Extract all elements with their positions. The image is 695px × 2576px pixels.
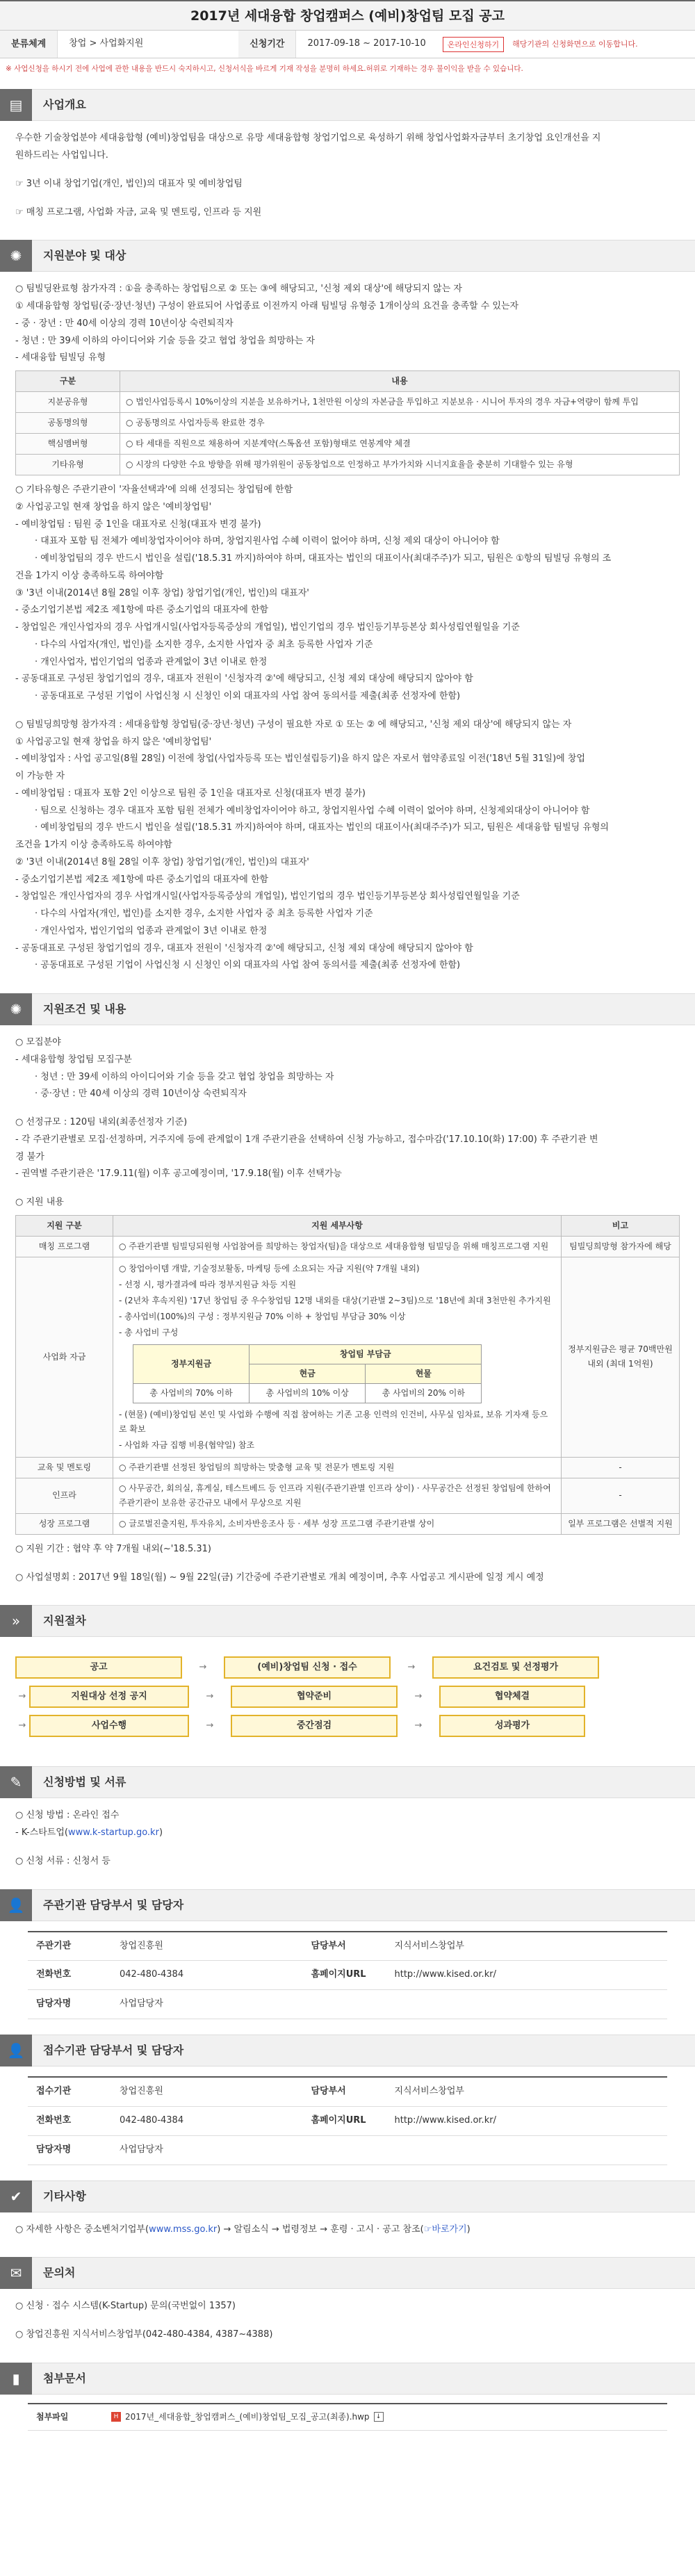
- arrow-icon: →: [414, 1691, 423, 1702]
- row-note: -: [562, 1478, 680, 1513]
- section-title: 사업개요: [43, 98, 86, 112]
- gear-icon: ✺: [0, 993, 32, 1025]
- row-value: ○ 타 세대를 직원으로 채용하여 지분계약(스톡옵션 포함)형태로 연봉계약 체결: [120, 434, 680, 455]
- eligibility-line: · 개인사업자, 법인기업의 업종과 관계없이 3년 이내로 한정: [35, 656, 268, 667]
- kstartup-suffix: ): [158, 1827, 163, 1839]
- contact-value: [386, 1990, 668, 2019]
- person-icon: 👤: [0, 1889, 32, 1921]
- period-label: 신청기간: [238, 31, 296, 58]
- contact-value: 창업진흥원: [111, 2077, 303, 2106]
- overview-body: [0, 121, 695, 230]
- section-title: 지원분야 및 대상: [43, 249, 126, 263]
- row-note: 팀빌딩희망형 참가자에 해당: [562, 1236, 680, 1257]
- overview-line: ☞ 매칭 프로그램, 사업화 자금, 교육 및 멘토링, 인프라 등 지원: [15, 206, 262, 218]
- eligibility-line: ③ '3년 이내(2014년 8월 28일 이후 창업) 창업기업(개인, 법인)의 대표자': [15, 587, 309, 598]
- contact-row: [28, 2106, 667, 2135]
- step-box: 요건검토 및 선정평가: [432, 1656, 599, 1679]
- fund-line: - (현물) (예비)창업팀 본인 및 사업화 수행에 직접 참여하는 기존 고용 인력의 인건비, 사무실 임차료, 보유 기자재 등으로 확보: [119, 1409, 548, 1434]
- download-icon[interactable]: ↓: [374, 2412, 384, 2422]
- inner-header: 현물: [366, 1364, 482, 1383]
- contact-key: 홈페이지URL: [303, 2106, 386, 2135]
- section-receiver-header: [0, 2035, 695, 2066]
- inner-cell: 총 사업비의 70% 이하: [133, 1383, 250, 1403]
- section-title: 기타사항: [43, 2189, 86, 2203]
- step-box: 중간점검: [231, 1715, 398, 1737]
- section-title: 지원절차: [43, 1614, 86, 1628]
- eligibility-line: ① 세대융합형 창업팀(중·장년·청년) 구성이 완료되어 사업종료 이전까지 아래 팀빌딩 유형중 1개이상의 요건을 충족할 수 있는자: [15, 301, 519, 312]
- step-box: 지원대상 선정 공지: [29, 1686, 189, 1708]
- table-row: [16, 1478, 680, 1513]
- section-organizer-header: [0, 1889, 695, 1921]
- overview-line: [15, 194, 680, 204]
- gear-icon: ✺: [0, 240, 32, 272]
- apply-docs: ○ 신청 서류 : 신청서 등: [15, 1855, 111, 1866]
- apply-method: ○ 신청 방법 : 온라인 접수: [15, 1810, 120, 1821]
- section-title: 첨부문서: [43, 2371, 86, 2385]
- table-header: 내용: [120, 371, 680, 392]
- table-row: [16, 434, 680, 455]
- attachment-icon: ▮: [0, 2363, 32, 2395]
- table-row: [16, 413, 680, 434]
- row-value: ○ 주관기관별 선정된 창업팀의 희망하는 맞춤형 교육 및 전문가 멘토링 지원: [113, 1457, 562, 1478]
- kstartup-link[interactable]: www.k-startup.go.kr: [67, 1827, 159, 1839]
- fund-line: ○ 창업아이템 개발, 기술정보활동, 마케팅 등에 소요되는 자금 지원(약 7개월 내외): [119, 1263, 420, 1273]
- conditions-line: [15, 1559, 680, 1569]
- person-icon: 👤: [0, 2035, 32, 2066]
- section-inquiry-header: [0, 2257, 695, 2289]
- row-value: ○ 시장의 다양한 수요 방향을 위해 평가위원이 공동창업으로 인정하고 부가가치와 시너지효율을 충분히 기대할수 있는 유형: [120, 455, 680, 475]
- pencil-icon: ✎: [0, 1766, 32, 1798]
- overview-line: 원하드리는 사업입니다.: [15, 150, 108, 161]
- row-key: 인프라: [16, 1478, 113, 1513]
- contact-row: [28, 1961, 667, 1990]
- eligibility-body: [0, 272, 695, 984]
- eligibility-line: - 중소기업기본법 제2조 제1항에 따른 중소기업의 대표자에 한함: [15, 874, 269, 885]
- contact-key: 홈페이지URL: [303, 1961, 386, 1990]
- contact-key: [303, 1990, 386, 2019]
- team-type-table: [15, 370, 680, 475]
- inner-header: 창업팀 부담금: [250, 1344, 482, 1364]
- conditions-line: · 청년 : 만 39세 이하의 아이디어와 기술 등을 갖고 협업 창업을 희망하는 자: [35, 1071, 334, 1082]
- arrow-icon: →: [18, 1720, 26, 1731]
- fund-line: - 사업화 자금 집행 비용(협약일) 참조: [119, 1440, 255, 1450]
- check-icon: ✔: [0, 2180, 32, 2212]
- step-box: 사업수행: [29, 1715, 189, 1737]
- eligibility-line: 건을 1가지 이상 충족하도록 하여야함: [15, 570, 164, 581]
- eligibility-line: 조건을 1가지 이상 충족하도록 하여야함: [15, 840, 172, 851]
- contact-row: [28, 2135, 667, 2165]
- support-table: [15, 1215, 680, 1535]
- arrow-icon: →: [407, 1662, 416, 1672]
- table-row: [16, 1457, 680, 1478]
- row-note: 일부 프로그램은 선별적 지원: [562, 1513, 680, 1534]
- conditions-line: - 권역별 주관기관은 '17.9.11(월) 이후 공고예정이며, '17.9.18(월) 이후 선택가능: [15, 1168, 342, 1180]
- conditions-line: - 세대융합형 창업팀 모집구분: [15, 1054, 132, 1065]
- etc-middle: ) → 알림소식 → 법령정보 → 훈령 · 고시 · 공고 참조(: [217, 2224, 424, 2235]
- eligibility-line: - 청년 : 만 39세 이하의 아이디어와 기술 등을 갖고 협업 창업을 희망하는 자: [15, 335, 315, 346]
- overview-line: [15, 165, 680, 175]
- eligibility-line: · 예비창업팀의 경우 반드시 법인을 설립('18.5.31 까지)하여야 하며, 대표자는 법인의 대표이사(최대주주)가 되고, 팀원은 세대융합 팀빌딩 유형의: [35, 822, 609, 833]
- contact-row: [28, 1990, 667, 2019]
- row-value: ○ 주관기관별 팀빌딩되원형 사업참여를 희망하는 창업자(팀)을 대상으로 세대융합형 팀빌딩을 위해 매칭프로그램 지원: [113, 1236, 562, 1257]
- inquiry-line: ○ 신청 · 접수 시스템(K-Startup) 문의(국번없이 1357): [15, 2301, 236, 2312]
- organizer-table: [28, 1931, 667, 2020]
- eligibility-line: - 중소기업기본법 제2조 제1항에 따른 중소기업의 대표자에 한함: [15, 605, 269, 616]
- etc-end: ): [466, 2224, 471, 2235]
- attachment-label: 첨부파일: [36, 2411, 69, 2422]
- info-row: [0, 31, 695, 58]
- etc-body: [0, 2212, 695, 2248]
- eligibility-line: ② '3년 이내(2014년 8월 28일 이후 창업) 창업기업(개인, 법인)의 대표자': [15, 856, 309, 867]
- row-value: ○ 사무공간, 회의실, 휴게실, 테스트베드 등 인프라 지원(주관기관별 인프라 상이) · 사무공간은 선정된 창업팀에 한하여 주관기관이 보유한 공간규모 내에서 무상으로 지원: [113, 1478, 562, 1513]
- eligibility-line: - 세대융합 팀빌딩 유형: [15, 352, 106, 364]
- eligibility-line: - 창업일은 개인사업자의 경우 사업개시일(사업자등록증상의 개업일), 법인기업의 경우 법인등기부등본상 회사성립연월일을 기준: [15, 891, 520, 902]
- section-title: 신청방법 및 서류: [43, 1775, 126, 1789]
- conditions-line: 경 불가: [15, 1151, 44, 1162]
- fund-line: - (2년차 후속지원) '17년 창업팀 중 우수창업팀 12명 내외를 대상(기관별 2~3팀)으로 '18년에 최대 3천만원 추가지원: [119, 1295, 551, 1305]
- eligibility-line: ○ 팀빌딩희망형 참가자격 : 세대융합형 창업팀(중·장년·청년) 구성이 필요한 자로 ① 또는 ② 에 해당되고, '신청 제외 대상'에 해당되지 않는 자: [15, 719, 572, 730]
- contact-value: http://www.kised.or.kr/: [386, 1961, 668, 1990]
- eligibility-line: ○ 팀빌딩완료형 참가자격 : ①을 충족하는 창업팀으로 ② 또는 ③에 해당되고, '신청 제외 대상'에 해당되지 않는 자: [15, 284, 462, 295]
- contact-row: [28, 1932, 667, 1961]
- contact-key: 전화번호: [28, 1961, 111, 1990]
- section-apply-header: [0, 1766, 695, 1798]
- eligibility-line: ② 사업공고일 현재 창업을 하지 않은 '예비창업팀': [15, 501, 212, 512]
- budget-table: [133, 1344, 482, 1403]
- overview-line: 우수한 기술창업분야 세대융합형 (예비)창업팀을 대상으로 유망 세대융합형 창업기업으로 육성하기 위해 창업사업화자금부터 초기창업 요인개선을 지: [15, 133, 601, 144]
- section-eligibility-header: [0, 240, 695, 272]
- contact-value: 042-480-4384: [111, 1961, 303, 1990]
- inquiry-line: ○ 창업진흥원 지식서비스창업부(042-480-4384, 4387~4388): [15, 2329, 273, 2340]
- row-key: 지분공유형: [16, 392, 120, 413]
- row-value: ○ 공동명의로 사업자등록 완료한 경우: [120, 413, 680, 434]
- inner-cell: 총 사업비의 10% 이상: [250, 1383, 366, 1403]
- warning-notice: ※ 사업신청을 하시기 전에 사업에 관한 내용을 반드시 숙지하시고, 신청서식을 바르게 기재 작성을 분명히 하세요.허위로 기재하는 경우 불이익을 받을 수 있습니다.: [6, 65, 523, 73]
- contact-value: 사업담당자: [111, 1990, 303, 2019]
- contact-key: 주관기관: [28, 1932, 111, 1961]
- contact-value: http://www.kised.or.kr/: [386, 2106, 668, 2135]
- row-key: 핵심멤버형: [16, 434, 120, 455]
- section-conditions-header: [0, 993, 695, 1025]
- eligibility-line: · 대표자 포함 팀 전체가 예비창업자이어야 하며, 창업지원사업 수혜 이력이 없어야 하며, 신청 제외 대상이 아니어야 함: [35, 536, 500, 547]
- inner-header: 정부지원금: [133, 1344, 250, 1383]
- row-key: 교육 및 멘토링: [16, 1457, 113, 1478]
- contact-value: 지식서비스창업부: [386, 1932, 668, 1961]
- double-arrow-icon: »: [0, 1605, 32, 1637]
- row-key: 기타유형: [16, 455, 120, 475]
- mss-link[interactable]: www.mss.go.kr: [149, 2224, 218, 2235]
- contact-value: 사업담당자: [111, 2135, 303, 2165]
- contact-key: 담당자명: [28, 2135, 111, 2165]
- fund-line: - 총사업비(100%)의 구성 : 정부지원금 70% 이하 + 창업팀 부담금 30% 이상: [119, 1311, 406, 1321]
- contact-row: [28, 2077, 667, 2106]
- eligibility-line: - 예비창업자 : 사업 공고일(8월 28일) 이전에 창업(사업자등록 또는 법인설립등기)을 하지 않은 자로서 협약종료일 이전('18년 5월 31일)에 창업: [15, 753, 585, 765]
- step-box: (예비)창업팀 신청 · 접수: [224, 1656, 391, 1679]
- eligibility-line: 이 가능한 자: [15, 771, 65, 782]
- conditions-line: [15, 1104, 680, 1114]
- row-value: ○ 글로벌진출지원, 투자유치, 소비자반응조사 등 · 세부 성장 프로그램 주관기관별 상이: [113, 1513, 562, 1534]
- contact-value: 지식서비스창업부: [386, 2077, 668, 2106]
- page-title: 2017년 세대융합 창업캠퍼스 (예비)창업팀 모집 공고: [0, 0, 695, 31]
- section-overview-header: [0, 89, 695, 121]
- section-procedure-header: [0, 1605, 695, 1637]
- eligibility-line: ① 사업공고일 현재 창업을 하지 않은 '예비창업팀': [15, 736, 212, 747]
- row-key: 사업화 자금: [16, 1257, 113, 1457]
- contact-key: 담당부서: [303, 1932, 386, 1961]
- table-header: 지원 세부사항: [113, 1215, 562, 1236]
- category-label: 분류체계: [0, 31, 58, 58]
- eligibility-line: · 팀으로 신청하는 경우 대표자 포함 팀원 전체가 예비창업자이어야 하고, 창업지원사업 수혜 이력이 없어야 하며, 신청제외대상이 아니어야 함: [35, 805, 590, 816]
- eligibility-line: · 예비창업팀의 경우 반드시 법인을 설립('18.5.31 까지)하여야 하며, 대표자는 법인의 대표이사(최대주주)가 되고, 팀원은 ①항의 팀빌딩 유형의 조: [35, 553, 612, 564]
- contact-key: 담당자명: [28, 1990, 111, 2019]
- contact-key: 접수기관: [28, 2077, 111, 2106]
- step-box: 공고: [15, 1656, 182, 1679]
- arrow-icon: →: [206, 1691, 214, 1702]
- attachment-row: [28, 2403, 667, 2431]
- conditions-line: ○ 지원 기간 : 협약 후 약 7개월 내외(~'18.5.31): [15, 1543, 211, 1554]
- conditions-line: - 각 주관기관별로 모집·선정하며, 거주지에 등에 관계없이 1개 주관기관을 선택하여 신청 가능하고, 접수마감('17.10.10(화) 17:00) 후 주관기관 변: [15, 1134, 598, 1145]
- apply-body: [0, 1798, 695, 1879]
- inner-header: 현금: [250, 1364, 366, 1383]
- conditions-line: ○ 지원 내용: [15, 1197, 64, 1208]
- section-attachment-header: [0, 2363, 695, 2395]
- contact-key: [303, 2135, 386, 2165]
- eligibility-line: ○ 기타유형은 주관기관이 '자율선택과'에 의해 선정되는 창업팀에 한함: [15, 484, 293, 496]
- table-header: 비고: [562, 1215, 680, 1236]
- table-row: [16, 1257, 680, 1457]
- fund-line: - 총 사업비 구성: [119, 1327, 179, 1337]
- hwp-file-icon: H: [111, 2412, 121, 2422]
- section-title: 지원조건 및 내용: [43, 1002, 126, 1016]
- conditions-line: ○ 모집분야: [15, 1037, 61, 1048]
- arrow-icon: →: [206, 1720, 214, 1731]
- section-etc-header: [0, 2180, 695, 2212]
- arrow-icon: →: [199, 1662, 207, 1672]
- category-value: 창업 > 사업화지원: [69, 38, 144, 49]
- conditions-line: ○ 사업설명회 : 2017년 9월 18일(월) ~ 9월 22일(금) 기간중에 주관기관별로 개최 예정이며, 추후 사업공고 게시판에 일정 게시 예정: [15, 1572, 544, 1583]
- eligibility-line: · 공동대표로 구성된 기업이 사업신청 시 신청인 이외 대표자의 사업 참여 동의서를 제출(최종 선정자에 한함): [35, 960, 461, 971]
- kstartup-prefix: - K-스타트업(: [15, 1827, 68, 1839]
- eligibility-line: · 다수의 사업자(개인, 법인)를 소지한 경우, 소지한 사업자 중 최초 등록한 사업자 기준: [35, 908, 373, 920]
- etc-prefix: ○ 자세한 사항은 중소벤처기업부(: [15, 2224, 149, 2235]
- eligibility-line: - 중 · 장년 : 만 40세 이상의 경력 10년이상 숙련퇴직자: [15, 318, 234, 329]
- document-icon: ▤: [0, 89, 32, 121]
- period-value: 2017-09-18 ~ 2017-10-10: [307, 38, 426, 49]
- section-title: 문의처: [43, 2266, 76, 2280]
- table-row: [16, 392, 680, 413]
- table-row: [16, 1513, 680, 1534]
- eligibility-line: - 공동대표로 구성된 창업기업의 경우, 대표자 전원이 '신청자격 ②'에 해당되고, 신청 제외 대상에 해당되지 않아야 함: [15, 943, 473, 954]
- section-title: 주관기관 담당부서 및 담당자: [43, 1898, 184, 1911]
- eligibility-line: · 개인사업자, 법인기업의 업종과 관계없이 3년 이내로 한정: [35, 925, 268, 936]
- apply-note: 해당기관의 신청화면으로 이동합니다.: [512, 39, 638, 49]
- overview-line: ☞ 3년 이내 창업기업(개인, 법인)의 대표자 및 예비창업팀: [15, 178, 243, 189]
- attachment-file-link[interactable]: 2017년_세대융합_창업캠퍼스_(예비)창업팀_모집_공고(최종).hwp: [125, 2411, 370, 2422]
- conditions-line: [15, 1184, 680, 1193]
- step-box: 협약체결: [439, 1686, 585, 1708]
- step-box: 성과평가: [439, 1715, 585, 1737]
- arrow-icon: →: [414, 1720, 423, 1731]
- mail-icon: ✉: [0, 2257, 32, 2289]
- inquiry-line: [15, 2316, 680, 2326]
- row-value: ○ 법인사업등록시 10%이상의 지분을 보유하거나, 1천만원 이상의 자본금을 투입하고 지분보유 · 시니어 투자의 경우 자금+역량이 함께 투입: [120, 392, 680, 413]
- table-row: [16, 1236, 680, 1257]
- section-title: 접수기관 담당부서 및 담당자: [43, 2044, 184, 2057]
- conditions-line: ○ 선정규모 : 120팀 내외(최종선정자 기준): [15, 1117, 188, 1128]
- contact-key: 전화번호: [28, 2106, 111, 2135]
- row-value: [113, 1257, 562, 1457]
- row-note: -: [562, 1457, 680, 1478]
- receiver-table: [28, 2076, 667, 2165]
- inner-cell: 총 사업비의 20% 이하: [366, 1383, 482, 1403]
- eligibility-line: - 예비창업팀 : 대표자 포함 2인 이상으로 팀원 중 1인을 대표자로 신청(대표자 변경 불가): [15, 788, 366, 799]
- eligibility-line: · 공동대표로 구성된 기업이 사업신청 시 신청인 이외 대표자의 사업 참여 동의서를 제출(최종 선정자에 한함): [35, 691, 461, 702]
- contact-value: [386, 2135, 668, 2165]
- step-box: 협약준비: [231, 1686, 398, 1708]
- fund-line: - 선정 시, 평가결과에 따라 정부지원금 차등 지원: [119, 1279, 297, 1289]
- eligibility-line: - 창업일은 개인사업자의 경우 사업개시일(사업자등록증상의 개업일), 법인기업의 경우 법인등기부등본상 회사성립연월일을 기준: [15, 622, 520, 633]
- procedure-flow: [0, 1637, 695, 1756]
- contact-key: 담당부서: [303, 2077, 386, 2106]
- row-note: 정부지원금은 평균 70백만원 내외 (최대 1억원): [562, 1257, 680, 1457]
- online-apply-button[interactable]: 온라인신청하기: [443, 37, 504, 52]
- contact-value: 창업진흥원: [111, 1932, 303, 1961]
- eligibility-line: · 다수의 사업자(개인, 법인)를 소지한 경우, 소지한 사업자 중 최초 등록한 사업자 기준: [35, 639, 373, 650]
- row-key: 성장 프로그램: [16, 1513, 113, 1534]
- table-header: 지원 구분: [16, 1215, 113, 1236]
- arrow-icon: →: [18, 1691, 26, 1702]
- conditions-body: [0, 1025, 695, 1595]
- table-row: [16, 455, 680, 475]
- table-header: 구분: [16, 371, 120, 392]
- conditions-line: · 중·장년 : 만 40세 이상의 경력 10년이상 숙련퇴직자: [35, 1089, 247, 1100]
- row-key: 공동명의형: [16, 413, 120, 434]
- eligibility-line: - 공동대표로 구성된 창업기업의 경우, 대표자 전원이 '신청자격 ②'에 해당되고, 신청 제외 대상에 해당되지 않아야 함: [15, 674, 473, 685]
- contact-value: 042-480-4384: [111, 2106, 303, 2135]
- inquiry-body: [0, 2289, 695, 2353]
- eligibility-line: - 예비창업팀 : 팀원 중 1인을 대표자로 신청(대표자 변경 불가): [15, 519, 261, 530]
- shortcut-link[interactable]: ☞바로가기: [423, 2224, 467, 2235]
- row-key: 매칭 프로그램: [16, 1236, 113, 1257]
